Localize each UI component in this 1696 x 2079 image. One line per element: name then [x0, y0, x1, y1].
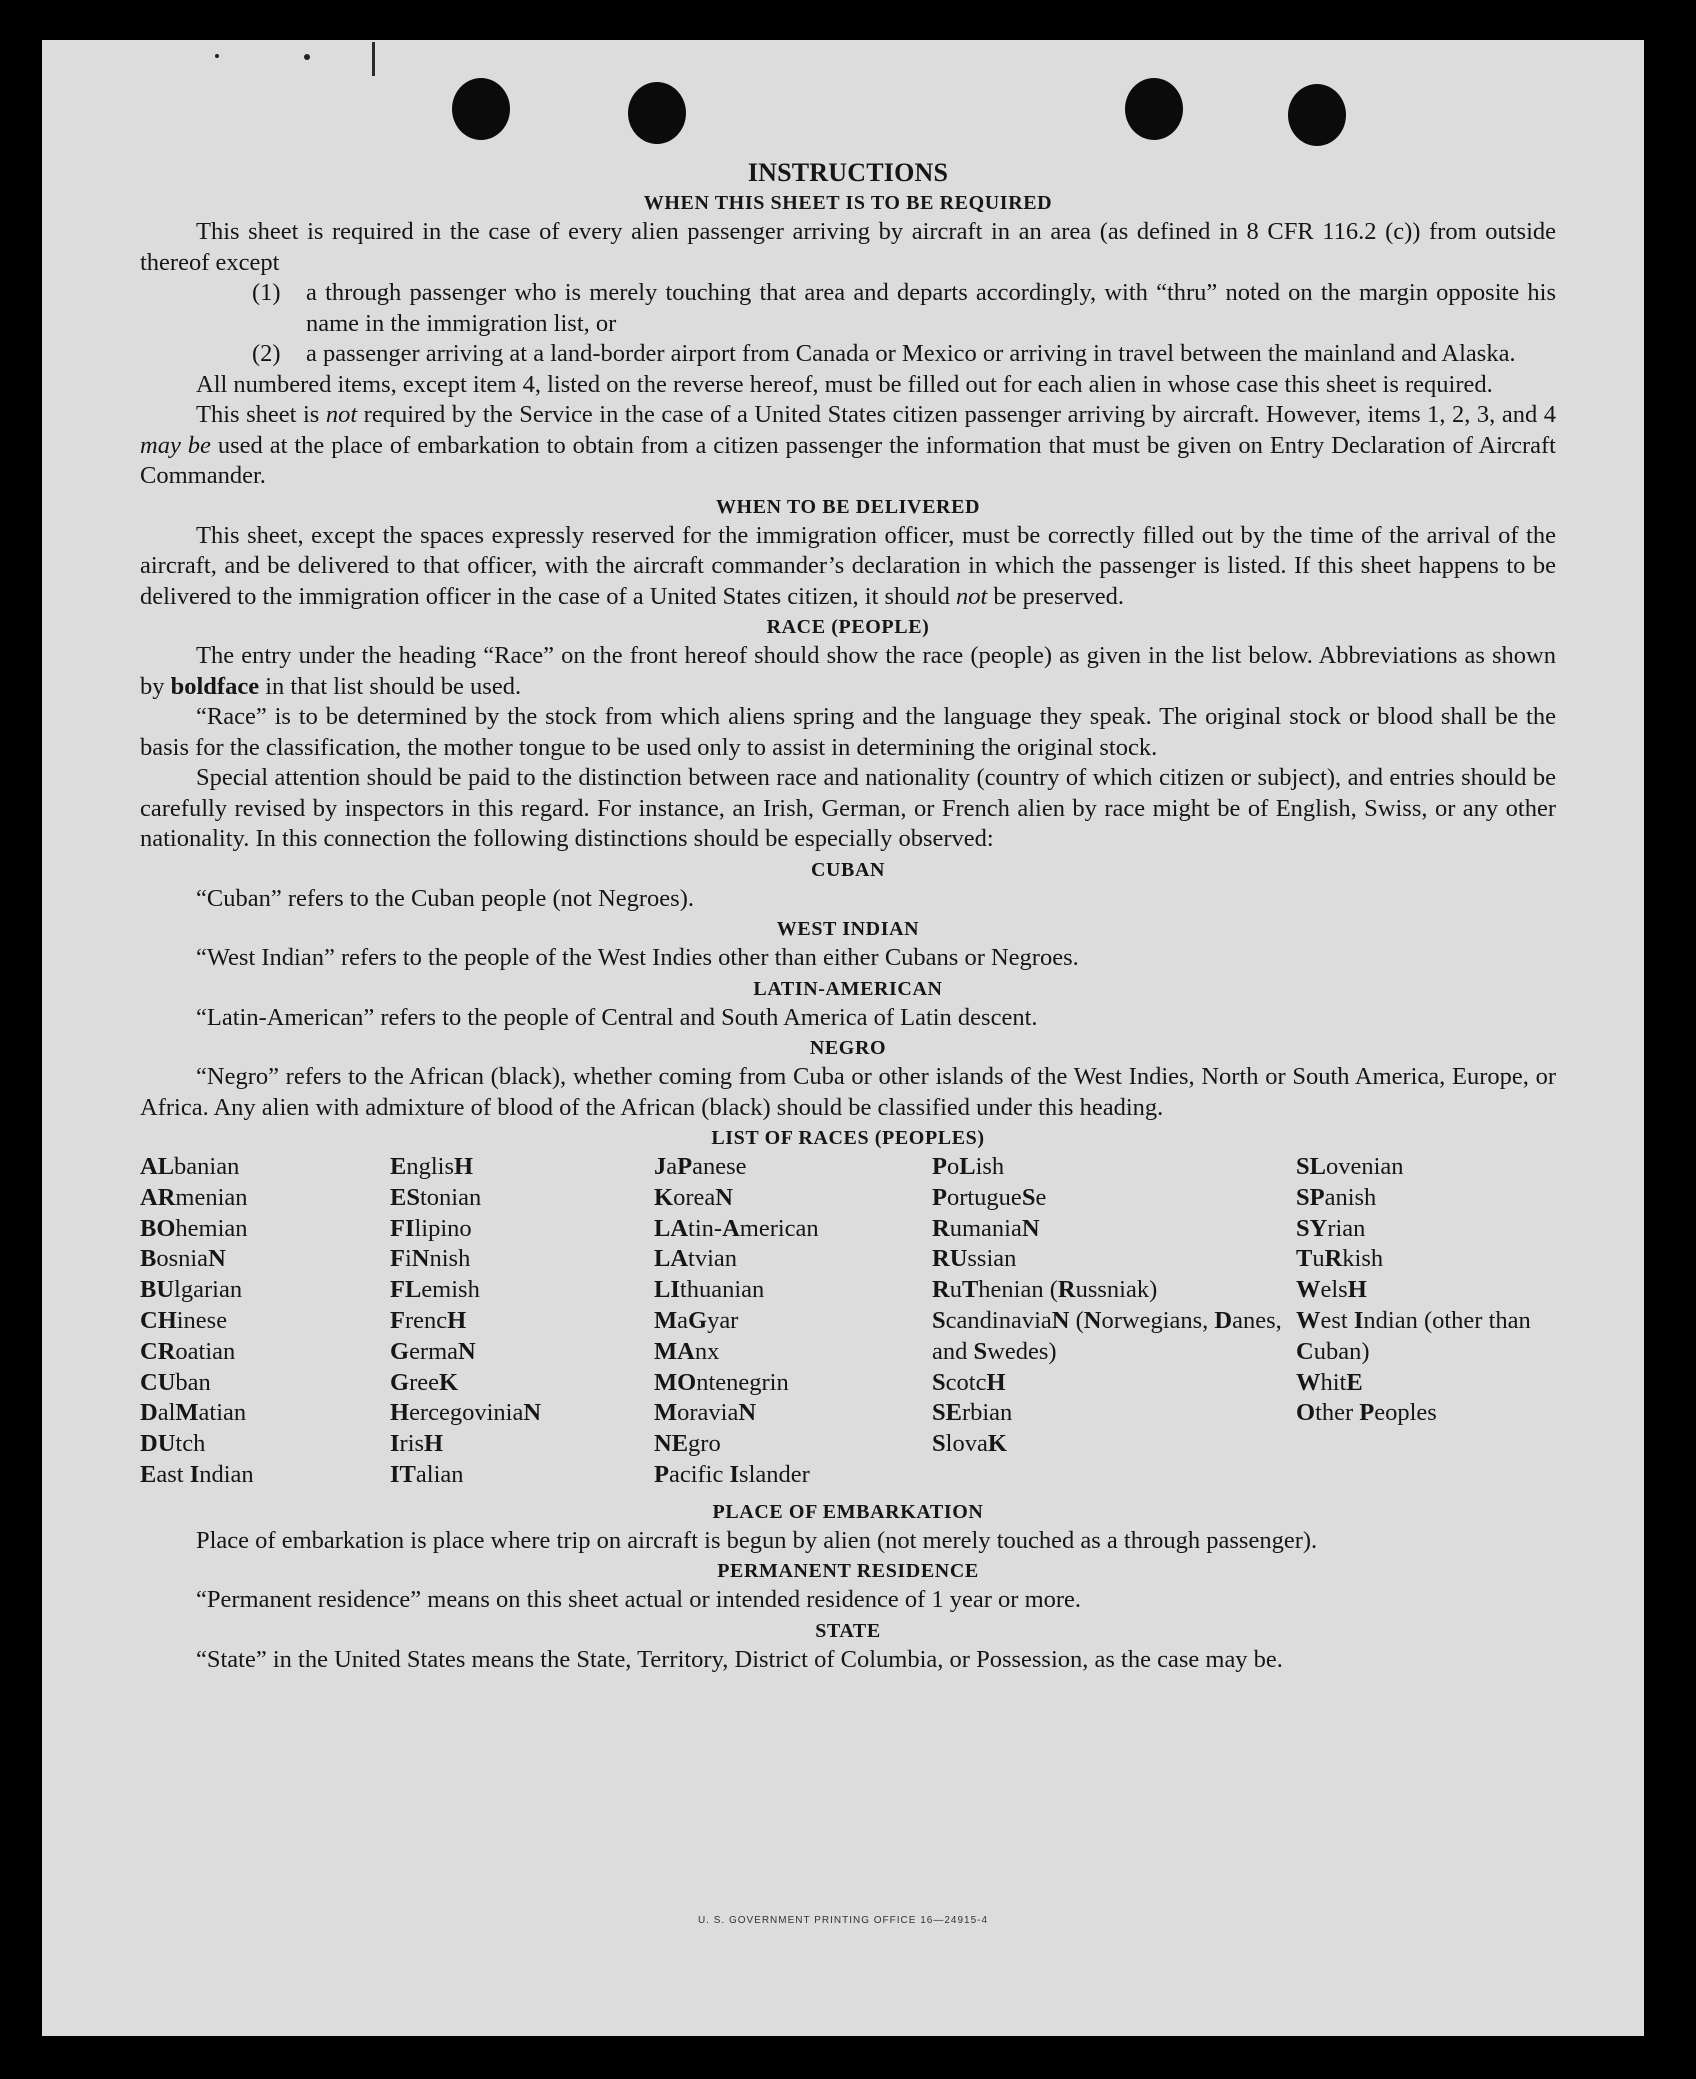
race-entry: EStonian: [390, 1183, 482, 1211]
paragraph: All numbered items, except item 4, listed on the reverse hereof, must be filled out for each alien in whose case this sheet is required.: [196, 370, 1493, 398]
race-entry: BOhemian: [140, 1214, 248, 1242]
document-sheet: [42, 40, 1644, 2036]
race-entry: FiNnish: [390, 1245, 471, 1273]
races-column-1: [140, 1152, 390, 1491]
races-list: [140, 1152, 1556, 1491]
race-entry: ARmenian: [140, 1183, 248, 1211]
race-entry: JaPanese: [654, 1153, 747, 1180]
race-entry: RUssian: [932, 1245, 1017, 1273]
item-text: a passenger arriving at a land-border airport from Canada or Mexico or arriving in travel between the mainland and Alaska.: [306, 340, 1516, 367]
race-entry: WelsH: [1296, 1276, 1367, 1304]
race-entry: DalMatian: [140, 1399, 247, 1427]
paragraph: “Permanent residence” means on this sheet actual or intended residence of 1 year or more.: [196, 1586, 1082, 1614]
race-entry: DUtch: [140, 1430, 206, 1458]
paragraph: Special attention should be paid to the distinction between race and nationality (country of which citizen or subject), and entries should be carefully revised by inspectors in this regard. For instance, an Irish, German, or French alien by race might be of English, Swiss, or any other nationality. In this connection the following distinctions should be especially observed:: [140, 764, 1556, 852]
races-column-2: [390, 1152, 654, 1491]
race-entry: ScotcH: [932, 1368, 1006, 1396]
section-heading-state: STATE: [815, 1619, 881, 1642]
races-column-4: [932, 1152, 1296, 1491]
race-entry: RumaniaN: [932, 1214, 1040, 1242]
section-heading-latin-american: LATIN-AMERICAN: [753, 977, 943, 1000]
race-entry: Pacific Islander: [654, 1460, 810, 1488]
paragraph: “Race” is to be determined by the stock from which aliens spring and the language they speak. The original stock or blood shall be the basis for the classification, the mother tongue to be used only to assist in determining the original stock.: [140, 703, 1556, 761]
paragraph: “Latin-American” refers to the people of Central and South America of Latin descent.: [196, 1003, 1038, 1031]
race-entry: ITalian: [390, 1460, 464, 1488]
race-entry: GreeK: [390, 1368, 459, 1396]
race-entry: MOntenegrin: [654, 1368, 789, 1396]
race-entry: CUban: [140, 1368, 211, 1396]
race-entry: BosniaN: [140, 1245, 226, 1273]
race-entry: BUlgarian: [140, 1276, 243, 1304]
section-heading-required: WHEN THIS SHEET IS TO BE REQUIRED: [643, 192, 1053, 214]
paragraph: “Cuban” refers to the Cuban people (not Negroes).: [196, 884, 694, 912]
item-number: (2): [252, 340, 281, 367]
race-entry: WhitE: [1296, 1368, 1363, 1396]
paragraph: “Negro” refers to the African (black), whether coming from Cuba or other islands of the West Indies, North or South America, Europe, or Africa. Any alien with admixture of blood of the African (black) should be classified under this heading.: [140, 1063, 1556, 1121]
race-entry: TuRkish: [1296, 1245, 1384, 1273]
race-entry: ScandinaviaN (Norwegians, Danes, and Swedes): [932, 1306, 1282, 1365]
race-entry: SlovaK: [932, 1430, 1007, 1458]
speck: [304, 54, 310, 60]
margin-mark: [372, 42, 375, 76]
paragraph: Place of embarkation is place where trip on aircraft is begun by alien (not merely touched as a through passenger).: [196, 1526, 1318, 1554]
paragraph: This sheet is not required by the Service in the case of a United States citizen passenger arriving by aircraft. However, items 1, 2, 3, and 4 may be used at the place of embarkation to obtain from a citizen passenger the information that must be given on Entry Declaration of Aircraft Commander.: [140, 401, 1556, 489]
race-entry: HercegoviniaN: [390, 1399, 542, 1427]
race-entry: ALbanian: [140, 1153, 240, 1180]
race-entry: FIlipino: [390, 1214, 472, 1242]
race-entry: SYrian: [1296, 1214, 1366, 1242]
paragraph: “West Indian” refers to the people of the West Indies other than either Cubans or Negroes.: [196, 944, 1079, 971]
section-heading-residence: PERMANENT RESIDENCE: [717, 1560, 979, 1583]
race-entry: LIthuanian: [654, 1276, 765, 1304]
race-entry: NEgro: [654, 1430, 721, 1458]
printer-imprint: U. S. GOVERNMENT PRINTING OFFICE 16—24915-4: [697, 1915, 989, 1926]
page-title: INSTRUCTIONS: [747, 158, 949, 187]
speck: [215, 54, 219, 58]
section-heading-negro: NEGRO: [809, 1037, 887, 1059]
item-text: a through passenger who is merely touching that area and departs accordingly, with “thru” noted on the margin opposite his name in the immigration list, or: [306, 279, 1556, 337]
race-entry: CHinese: [140, 1306, 228, 1334]
race-entry: PortugueSe: [932, 1183, 1047, 1211]
item-number: (1): [252, 279, 281, 306]
paragraph: The entry under the heading “Race” on the front hereof should show the race (people) as given in the list below. Abbreviations as shown by boldface in that list should be used.: [140, 642, 1556, 700]
race-entry: EnglisH: [390, 1153, 474, 1180]
race-entry: SPanish: [1296, 1183, 1377, 1211]
list-item: [252, 339, 1556, 370]
paragraph: This sheet is required in the case of every alien passenger arriving by aircraft in an area (as defined in 8 CFR 116.2 (c)) from outside thereof except: [140, 218, 1556, 276]
section-heading-race: RACE (PEOPLE): [766, 616, 930, 638]
section-heading-delivered: WHEN TO BE DELIVERED: [715, 495, 981, 518]
race-entry: CRoatian: [140, 1337, 236, 1365]
list-item: [252, 278, 1556, 339]
race-entry: RuThenian (Russniak): [932, 1276, 1158, 1304]
race-entry: FLemish: [390, 1276, 480, 1304]
section-heading-west-indian: WEST INDIAN: [776, 918, 920, 940]
section-heading-list-of-races: LIST OF RACES (PEOPLES): [711, 1127, 985, 1149]
race-entry: FrencH: [390, 1306, 467, 1334]
race-entry: PoLish: [932, 1153, 1005, 1180]
section-heading-cuban: CUBAN: [810, 858, 886, 881]
section-heading-embarkation: PLACE OF EMBARKATION: [712, 1500, 984, 1523]
race-entry: LAtvian: [654, 1245, 738, 1273]
race-entry: Other Peoples: [1296, 1399, 1437, 1427]
paragraph: This sheet, except the spaces expressly reserved for the immigration officer, must be correctly filled out by the time of the arrival of the aircraft, and be delivered to that officer, with the aircraft commander’s declaration in which the passenger is listed. If this sheet happens to be delivered to the immigration officer in the case of a United States citizen, it should not be preserved.: [140, 521, 1556, 610]
races-column-3: [654, 1152, 932, 1491]
race-entry: IrisH: [390, 1430, 444, 1458]
race-entry: SErbian: [932, 1399, 1013, 1427]
paragraph: “State” in the United States means the State, Territory, District of Columbia, or Possession, as the case may be.: [196, 1645, 1283, 1673]
race-entry: MaGyar: [654, 1306, 739, 1334]
race-entry: MoraviaN: [654, 1399, 757, 1427]
race-entry: KoreaN: [654, 1183, 733, 1211]
instructions-content: [140, 116, 1556, 1675]
race-entry: East Indian: [140, 1460, 254, 1488]
race-entry: MAnx: [654, 1337, 720, 1365]
race-entry: LAtin-American: [654, 1214, 819, 1242]
race-entry: SLovenian: [1296, 1153, 1404, 1180]
race-entry: GermaN: [390, 1337, 476, 1365]
race-entry: West Indian (other than Cuban): [1296, 1306, 1531, 1365]
races-column-5: [1296, 1152, 1556, 1491]
